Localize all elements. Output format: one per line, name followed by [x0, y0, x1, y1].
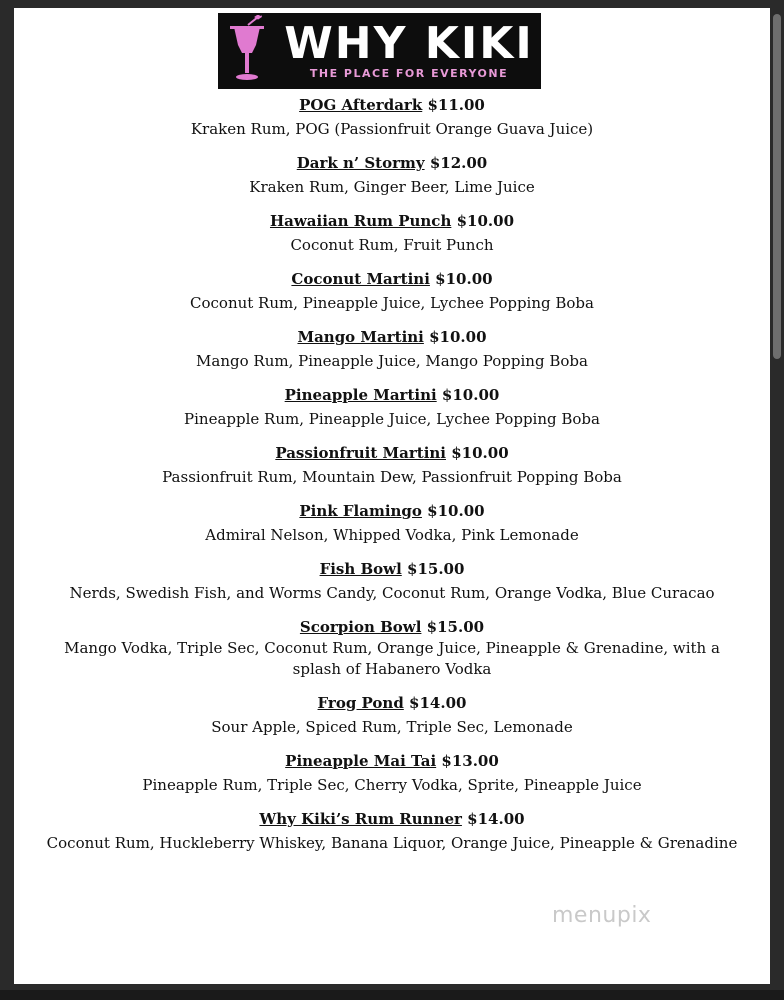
menu-item-title [14, 747, 770, 775]
menu-item-title [14, 149, 770, 177]
menu-item [14, 497, 770, 555]
menu-item [14, 323, 770, 381]
menu-item-name: Hawaiian Rum Punch [269, 212, 452, 230]
menu-item-title [14, 381, 770, 409]
menu-item-price: $10.00 [441, 386, 500, 404]
brand-name: WHY KIKI [284, 18, 534, 69]
menu-item-price: $11.00 [427, 96, 485, 114]
menu-item-title [14, 613, 770, 641]
menu-item [14, 207, 770, 265]
menu-item-name: POG Afterdark [299, 96, 423, 114]
menu-item-description: Pineapple Rum, Triple Sec, Cherry Vodka, Sprite, Pineapple Juice [142, 776, 642, 794]
menu-item-name: Coconut Martini [291, 270, 430, 288]
menu-item-price: $12.00 [429, 154, 488, 172]
menu-item-price: $10.00 [456, 212, 515, 230]
watermark: menupix [552, 903, 652, 928]
menu-item-name: Mango Martini [297, 328, 424, 346]
menu-item-description: Sour Apple, Spiced Rum, Triple Sec, Lemonade [211, 718, 573, 736]
menu-item [14, 381, 770, 439]
menu-item [14, 439, 770, 497]
menu-item [14, 747, 770, 805]
menu-item-price: $10.00 [429, 328, 487, 346]
menu-item-price: $10.00 [427, 502, 485, 520]
menu-item [14, 613, 770, 689]
menu-item-description: Nerds, Swedish Fish, and Worms Candy, Coconut Rum, Orange Vodka, Blue Curacao [69, 584, 715, 602]
menu-item-title [14, 497, 770, 525]
menu-item-description: Mango Rum, Pineapple Juice, Mango Popping Boba [196, 352, 588, 370]
menu-item-description: Kraken Rum, Ginger Beer, Lime Juice [249, 178, 535, 196]
menu-item-description: Admiral Nelson, Whipped Vodka, Pink Lemonade [205, 526, 579, 544]
menu-item-title [14, 207, 770, 235]
menu-item-title [14, 91, 770, 119]
menu-item-description: Passionfruit Rum, Mountain Dew, Passionfruit Popping Boba [162, 468, 622, 486]
menu-item [14, 265, 770, 323]
menu-item-name: Pink Flamingo [299, 502, 422, 520]
menu-item-price: $13.00 [441, 752, 499, 770]
brand-tagline: THE PLACE FOR EVERYONE [309, 67, 509, 80]
menu-item-description-cont: splash of Habanero Vodka [292, 660, 492, 678]
menu-item-price: $10.00 [435, 270, 493, 288]
scrollbar[interactable] [773, 14, 781, 359]
menu-item-title [14, 439, 770, 467]
menu-item [14, 91, 770, 149]
menu-item [14, 689, 770, 747]
menu-item-name: Why Kiki’s Rum Runner [259, 810, 462, 828]
menu-item [14, 555, 770, 613]
menu-item-title [14, 265, 770, 293]
menu-item-price: $15.00 [426, 618, 485, 636]
menu-item [14, 149, 770, 207]
menu-item-name: Passionfruit Martini [275, 444, 446, 462]
menu-item-name: Dark n’ Stormy [296, 154, 425, 172]
menu-item-description: Coconut Rum, Huckleberry Whiskey, Banana Liquor, Orange Juice, Pineapple & Grenadine [46, 834, 738, 852]
menu-item-title [14, 805, 770, 833]
menu-item-description: Coconut Rum, Fruit Punch [290, 236, 494, 254]
menu-item-name: Scorpion Bowl [299, 618, 422, 636]
menu-item-title [14, 689, 770, 717]
menu-item-title [14, 555, 770, 583]
menu-item-price: $14.00 [409, 694, 467, 712]
menu-item-name: Pineapple Mai Tai [285, 752, 437, 770]
bottom-bar [0, 990, 784, 1000]
menu-item-title [14, 323, 770, 351]
cocktail-glass-icon [222, 15, 272, 87]
menu-item-description: Coconut Rum, Pineapple Juice, Lychee Popping Boba [190, 294, 594, 312]
drink-menu [14, 91, 770, 863]
logo [218, 13, 541, 89]
menu-item-description: Mango Vodka, Triple Sec, Coconut Rum, Orange Juice, Pineapple & Grenadine, with a [64, 639, 720, 657]
menu-item-name: Pineapple Martini [284, 386, 437, 404]
menu-item-price: $15.00 [407, 560, 465, 578]
menu-item-description: Kraken Rum, POG (Passionfruit Orange Guava Juice) [190, 120, 594, 138]
menu-item-name: Frog Pond [317, 694, 404, 712]
menu-item-description: Pineapple Rum, Pineapple Juice, Lychee Popping Boba [184, 410, 600, 428]
menu-item-price: $10.00 [451, 444, 509, 462]
menu-item-price: $14.00 [467, 810, 525, 828]
menu-item [14, 805, 770, 863]
menu-item-name: Fish Bowl [319, 560, 402, 578]
